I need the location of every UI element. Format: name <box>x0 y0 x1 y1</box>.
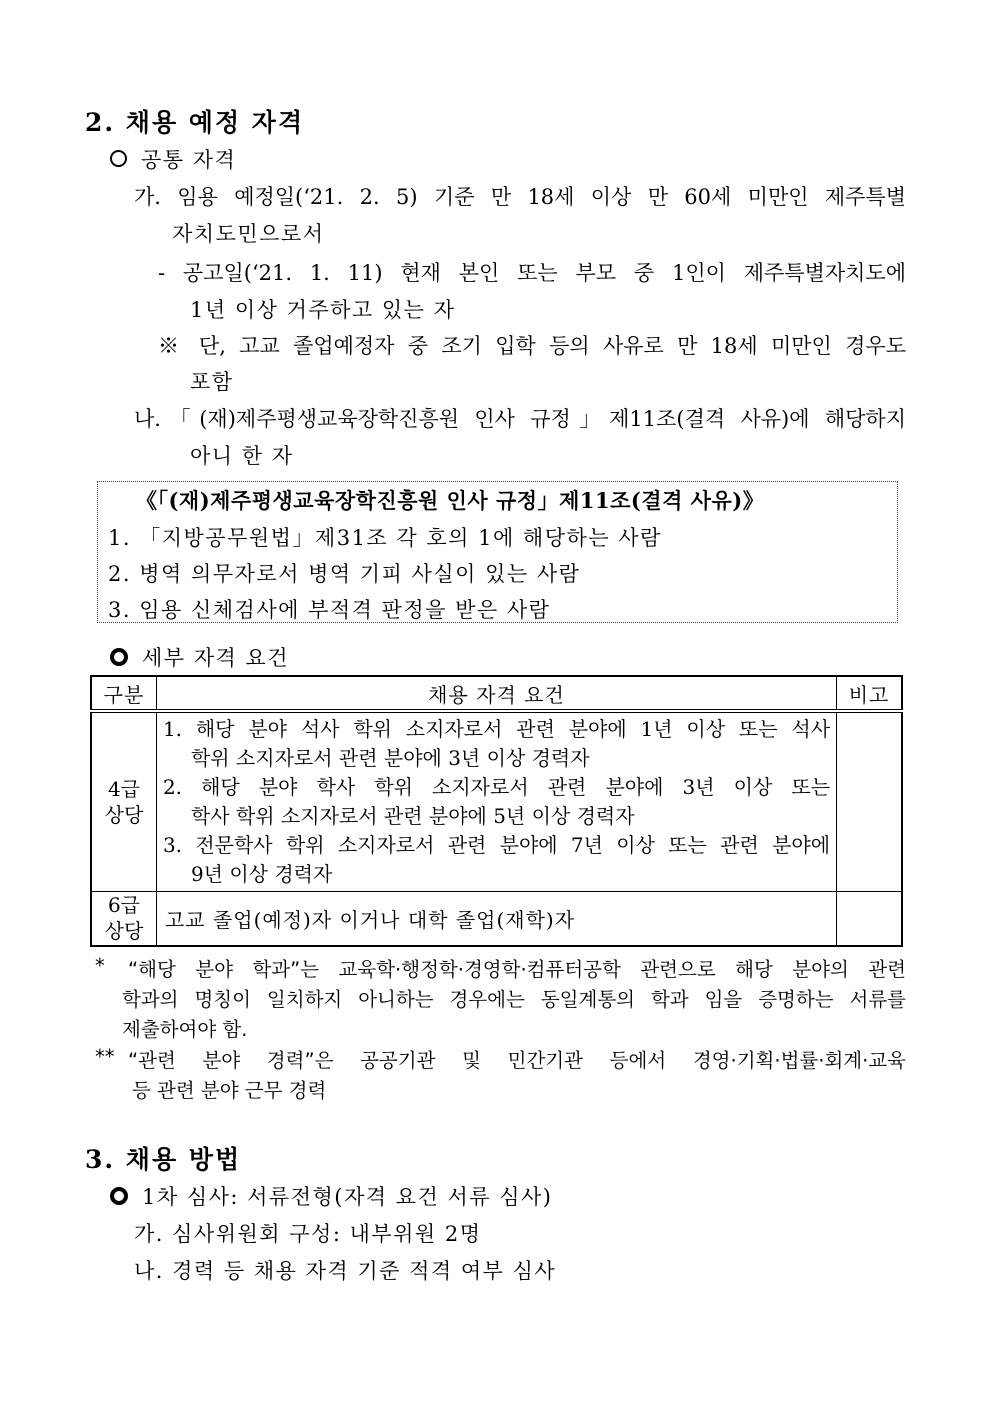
hollow-circle-bullet-icon <box>110 150 127 167</box>
note-1-end: 제출하여야 함. <box>122 1018 248 1041</box>
remark-cell <box>837 711 902 892</box>
note-1: “해당 분야 학과”는 교육학·행정학·경영학·컴퓨터공학 관련으로 해당 분야의 관련 <box>128 958 906 981</box>
filled-circle-bullet-icon <box>110 1187 128 1205</box>
req-line: 학사 학위 소지자로서 관련 분야에 5년 이상 경력자 <box>190 804 635 828</box>
note-2: “관련 분야 경력”은 공공기관 및 민간기관 등에서 경영·기획·법률·회계·교육 <box>128 1049 906 1072</box>
item-dash-cont: 1년 이상 거주하고 있는 자 <box>190 298 456 322</box>
first-review-ga: 가. 심사위원회 구성: 내부위원 2명 <box>134 1222 482 1246</box>
common-qualification-heading: 공통 자격 <box>110 144 236 174</box>
note-1-mark: * <box>95 954 105 977</box>
grade-cell: 4급 상당 <box>91 711 156 892</box>
req-line: 학위 소지자로서 관련 분야에 3년 이상 경력자 <box>190 746 590 770</box>
req-line: 2. 해당 분야 학사 학위 소지자로서 관련 분야에 3년 이상 또는 <box>162 775 831 799</box>
note-2-mark: ** <box>95 1045 115 1068</box>
header-requirement: 채용 자격 요건 <box>156 676 836 711</box>
item-na-cont: 아니 한 자 <box>190 444 294 468</box>
req-line: 9년 이상 경력자 <box>190 862 333 886</box>
header-remark: 비고 <box>837 676 902 711</box>
note-1-cont: 학과의 명칭이 일치하지 아니하는 경우에는 동일계통의 학과 임을 증명하는 서류를 <box>122 988 906 1011</box>
grade-cell: 6급 상당 <box>91 892 156 946</box>
note-2-cont: 등 관련 분야 근무 경력 <box>132 1079 327 1102</box>
section-2-title: 2. 채용 예정 자격 <box>85 108 305 137</box>
requirement-cell: 고교 졸업(예정)자 이거나 대학 졸업(재학)자 <box>156 892 836 946</box>
item-ga: 가. 임용 예정일(‘21. 2. 5) 기준 만 18세 이상 만 60세 미만인 제주특별 <box>134 185 906 209</box>
box-item-3: 3. 임용 신체검사에 부적격 판정을 받은 사람 <box>108 598 551 622</box>
box-item-2: 2. 병역 의무자로서 병역 기피 사실이 있는 사람 <box>108 562 581 586</box>
table-header-row <box>91 676 902 711</box>
table-row <box>91 892 902 946</box>
item-dash: - 공고일(‘21. 1. 11) 현재 본인 또는 부모 중 1인이 제주특별자치도에 <box>158 261 906 285</box>
box-item-1: 1. 「지방공무원법」제31조 각 호의 1에 해당하는 사람 <box>108 526 662 550</box>
requirements-table <box>90 675 903 947</box>
requirement-cell <box>156 711 836 892</box>
item-note-cont: 포함 <box>190 370 234 394</box>
first-review-na: 나. 경력 등 채용 자격 기준 적격 여부 심사 <box>134 1259 557 1283</box>
item-na: 나.「(재)제주평생교육장학진흥원 인사 규정」제11조(결격 사유)에 해당하지 <box>134 407 906 431</box>
disqualification-box <box>97 481 898 623</box>
filled-circle-bullet-icon <box>110 648 128 666</box>
remark-cell <box>837 892 902 946</box>
section-3-title: 3. 채용 방법 <box>85 1145 242 1174</box>
req-line: 3. 전문학사 학위 소지자로서 관련 분야에 7년 이상 또는 관련 분야에 <box>162 833 831 857</box>
detail-qualification-heading: 세부 자격 요건 <box>110 642 289 672</box>
header-category: 구분 <box>91 676 156 711</box>
box-title: 《「(재)제주평생교육장학진흥원 인사 규정」제11조(결격 사유)》 <box>136 488 765 513</box>
item-ga-cont: 자치도민으로서 <box>172 222 325 246</box>
table-row <box>91 711 902 892</box>
first-review-heading: 1차 심사: 서류전형(자격 요건 서류 심사) <box>110 1181 553 1211</box>
item-note: ※ 단, 고교 졸업예정자 중 조기 입학 등의 사유로 만 18세 미만인 경우도 <box>158 334 906 358</box>
req-line: 1. 해당 분야 석사 학위 소지자로서 관련 분야에 1년 이상 또는 석사 <box>162 717 831 741</box>
